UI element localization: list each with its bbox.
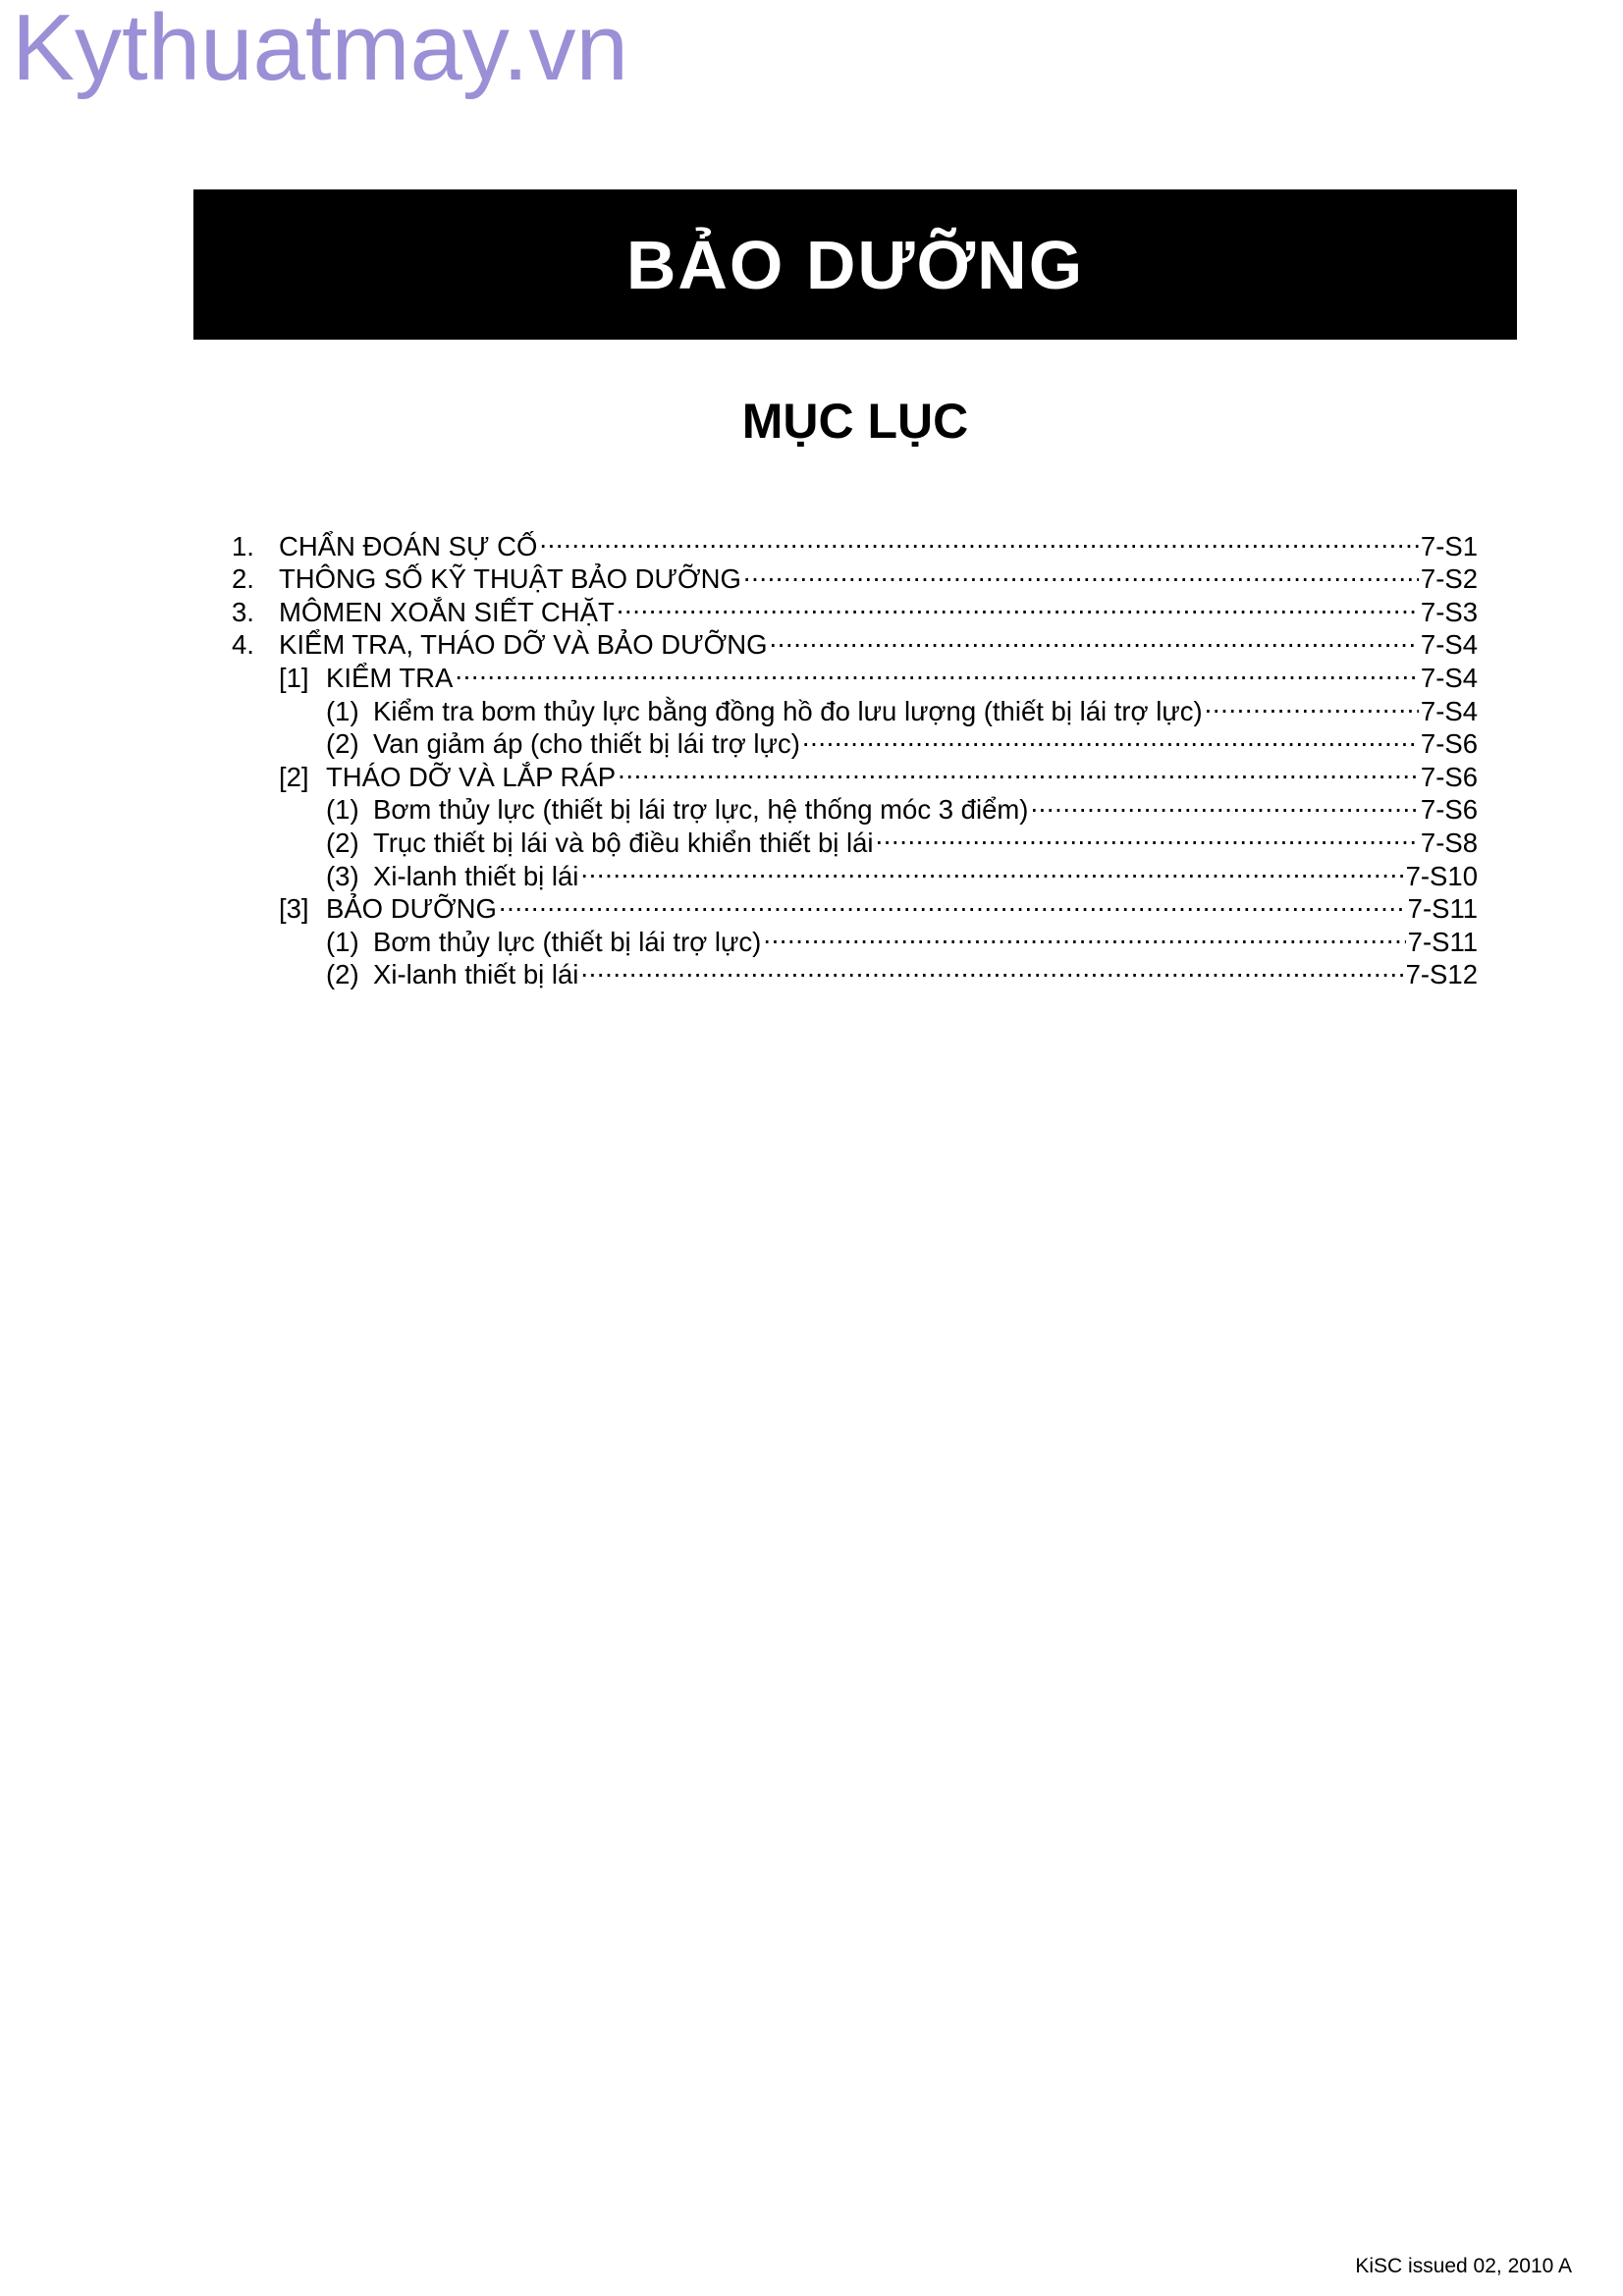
title-banner (193, 189, 1517, 340)
toc-entry-page: 7-S8 (1420, 827, 1478, 858)
toc-entry-page: 7-S4 (1420, 695, 1478, 726)
footer-issue-note: KiSC issued 02, 2010 A (1355, 2255, 1572, 2277)
dot-leader (618, 753, 1419, 786)
toc-entry-label: CHẨN ĐOÁN SỰ CỐ (279, 530, 538, 561)
toc-entry-page: 7-S4 (1420, 662, 1478, 693)
toc-entry-label: KIỂM TRA, THÁO DỠ VÀ BẢO DƯỠNG (279, 629, 768, 661)
toc-entry[interactable] (232, 522, 1478, 561)
toc-entry-number: 3. (232, 596, 254, 627)
dot-leader (580, 852, 1403, 885)
toc-entry-label: THÔNG SỐ KỸ THUẬT BẢO DƯỠNG (279, 563, 741, 595)
toc-entry-label: Trục thiết bị lái và bộ điều khiển thiết bị lái (373, 827, 874, 858)
toc-entry-label: Xi-lanh thiết bị lái (373, 860, 579, 891)
dot-leader (1030, 786, 1418, 820)
toc-entry-number: (1) (326, 695, 359, 726)
toc-entry-number: (2) (326, 827, 359, 858)
toc-entry-number: (2) (326, 728, 359, 760)
toc-entry-page: 7-S12 (1405, 959, 1478, 990)
watermark-logo-text: Kythuatmay.vn (12, 0, 628, 100)
dot-leader (455, 654, 1419, 687)
dot-leader (802, 721, 1419, 754)
toc-entry-label: Bơm thủy lực (thiết bị lái trợ lực) (373, 926, 762, 957)
toc-entry-number: [2] (279, 761, 309, 792)
toc-entry-number: (2) (326, 959, 359, 990)
table-of-contents (232, 522, 1478, 990)
toc-entry-number: 4. (232, 629, 254, 661)
toc-entry-number: [1] (279, 662, 309, 693)
dot-leader (499, 885, 1406, 919)
dot-leader (539, 522, 1419, 556)
toc-entry-label: Bơm thủy lực (thiết bị lái trợ lực, hệ thống móc 3 điểm) (373, 794, 1029, 826)
toc-entry-number: (1) (326, 794, 359, 826)
toc-entry-page: 7-S11 (1407, 893, 1478, 925)
dot-leader (743, 556, 1419, 589)
toc-entry-page: 7-S4 (1420, 629, 1478, 661)
toc-entry-number: (1) (326, 926, 359, 957)
toc-entry-page: 7-S2 (1420, 563, 1478, 595)
toc-entry-page: 7-S6 (1420, 794, 1478, 826)
dot-leader (876, 819, 1419, 852)
toc-heading: MỤC LỤC (741, 394, 969, 449)
page-title: BẢO DƯỠNG (625, 226, 1085, 303)
toc-entry-page: 7-S6 (1420, 728, 1478, 760)
dot-leader (769, 621, 1418, 655)
toc-entry-label: BẢO DƯỠNG (326, 893, 497, 925)
dot-leader (580, 951, 1403, 985)
toc-entry-label: KIỂM TRA (326, 662, 454, 693)
dot-leader (1205, 687, 1419, 721)
toc-entry-label: Van giảm áp (cho thiết bị lái trợ lực) (373, 728, 800, 760)
toc-entry-number: 2. (232, 563, 254, 595)
toc-entry-number: (3) (326, 860, 359, 891)
toc-entry-page: 7-S11 (1407, 926, 1478, 957)
toc-entry-label: Xi-lanh thiết bị lái (373, 959, 579, 990)
toc-entry-page: 7-S1 (1420, 530, 1478, 561)
toc-entry-page: 7-S10 (1405, 860, 1478, 891)
dot-leader (617, 588, 1419, 621)
toc-entry-label: THÁO DỠ VÀ LẮP RÁP (326, 761, 617, 792)
toc-entry-page: 7-S6 (1420, 761, 1478, 792)
toc-entry-number: [3] (279, 893, 309, 925)
toc-entry-number: 1. (232, 530, 254, 561)
dot-leader (763, 918, 1405, 951)
toc-entry-page: 7-S3 (1420, 596, 1478, 627)
toc-entry-label: MÔMEN XOẮN SIẾT CHẶT (279, 596, 615, 627)
toc-entry-label: Kiểm tra bơm thủy lực bằng đồng hồ đo lưu lượng (thiết bị lái trợ lực) (373, 695, 1203, 726)
